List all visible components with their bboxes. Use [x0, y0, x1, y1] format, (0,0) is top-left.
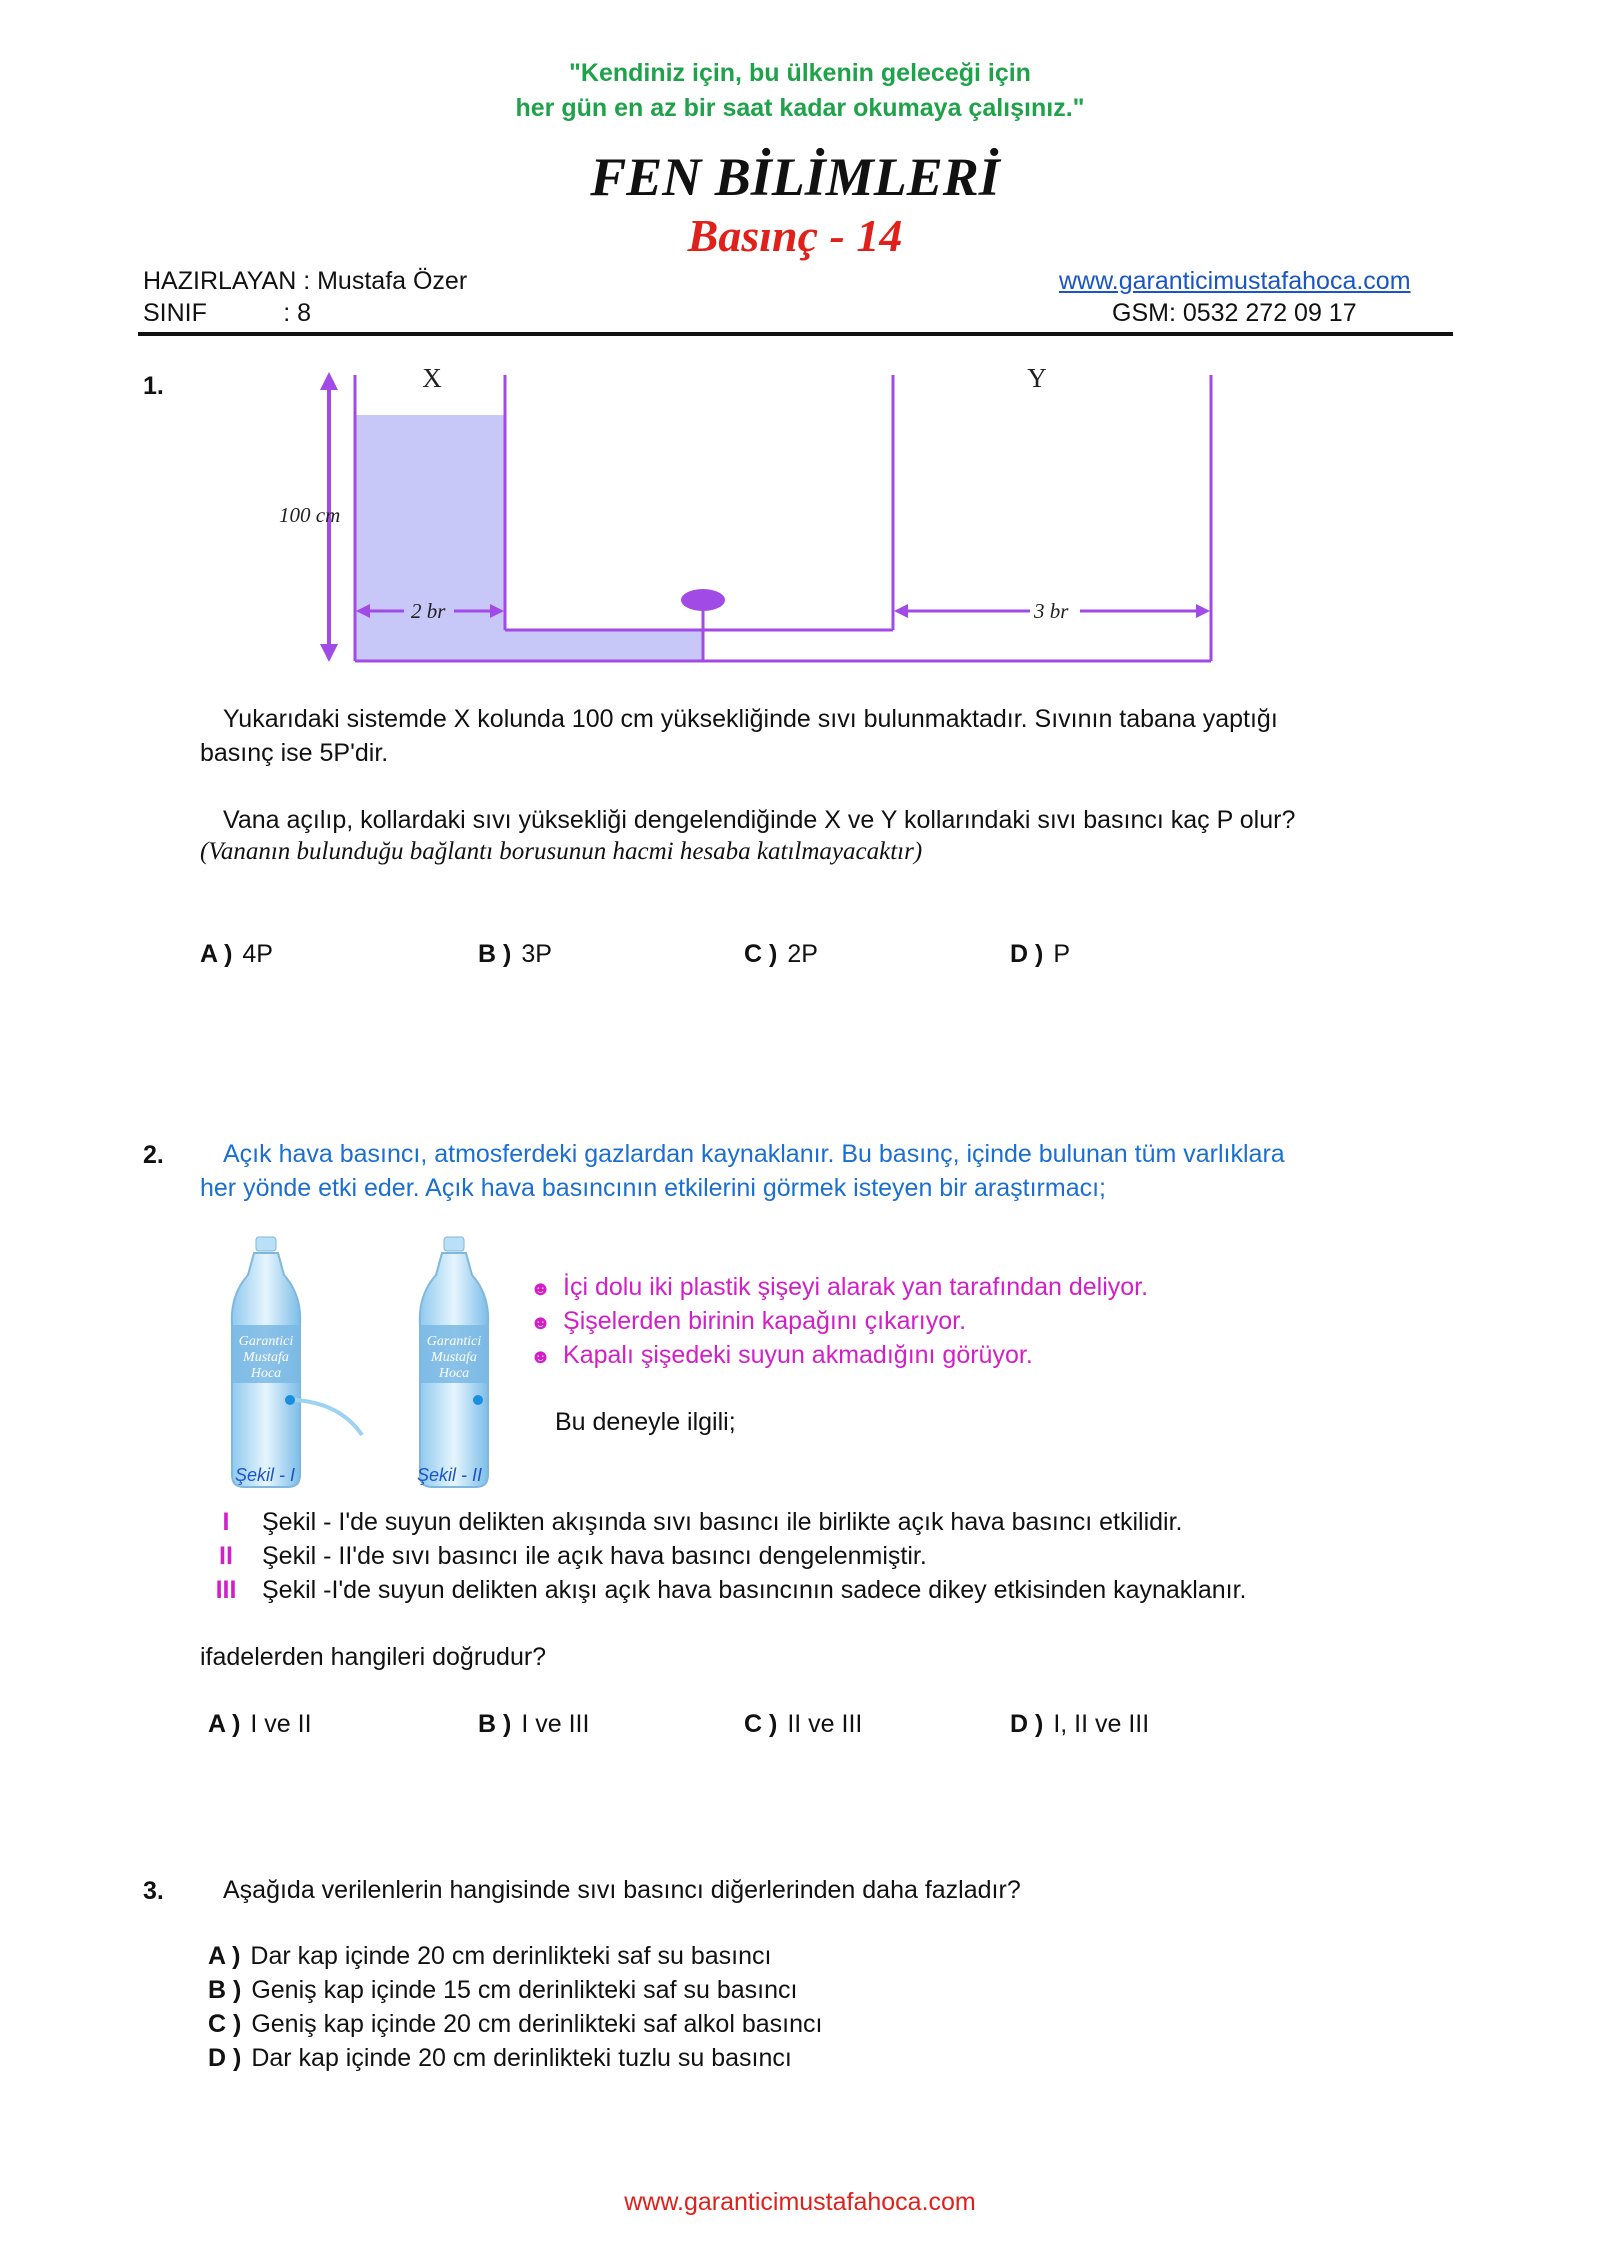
q3-option-c[interactable] [208, 2010, 822, 2039]
class-line: SINIF : 8 [143, 299, 312, 327]
option-text: I, II ve III [1053, 1710, 1150, 1738]
option-letter: D ) [1010, 940, 1044, 968]
q2-intro-a: Açık hava basıncı, atmosferdeki gazlardan kaynaklanır. Bu basınç, içinde bulunan tüm varlıklara [223, 1140, 1285, 1168]
q1-text-1b: basınç ise 5P'dir. [200, 739, 389, 767]
smiley-icon: ☻ [530, 1312, 552, 1334]
bottle-label-line: Hoca [438, 1366, 470, 1381]
bottle-label-line: Mustafa [243, 1350, 289, 1365]
q3-number: 3. [143, 1877, 164, 1905]
water-jet [295, 1400, 362, 1435]
roman-numeral: III [215, 1576, 237, 1604]
q2-option-c[interactable] [744, 1710, 862, 1739]
option-letter: A ) [208, 1710, 241, 1738]
bullet-text: Kapalı şişedeki suyun akmadığını görüyor. [563, 1341, 1033, 1369]
liquid-pipe [505, 630, 702, 661]
q3-option-a[interactable] [208, 1942, 771, 1971]
q1-option-d[interactable] [1010, 940, 1070, 969]
bottle-2 [420, 1237, 488, 1487]
option-text: 2P [787, 940, 818, 968]
bottles-figure [210, 1235, 530, 1495]
liquid-column-x [355, 415, 505, 661]
statement-row [206, 1573, 1247, 1607]
smiley-icon: ☻ [530, 1278, 552, 1300]
option-text: Dar kap içinde 20 cm derinlikteki tuzlu su basıncı [251, 2044, 792, 2072]
option-letter: C ) [208, 2010, 242, 2038]
option-text: P [1053, 940, 1071, 968]
option-letter: B ) [478, 1710, 512, 1738]
q3-text: Aşağıda verilenlerin hangisinde sıvı basıncı diğerlerinden daha fazladır? [223, 1876, 1021, 1904]
caption-sekil-2: Şekil - II [417, 1465, 483, 1485]
statement-text: Şekil -I'de suyun delikten akışı açık hava basıncının sadece dikey etkisinden kaynaklanır. [262, 1576, 1247, 1604]
q1-option-a[interactable] [200, 940, 273, 969]
footer-link[interactable]: www.garanticimustafahoca.com [624, 2188, 976, 2216]
q1-note: (Vananın bulunduğu bağlantı borusunun hacmi hesaba katılmayacaktır) [200, 838, 923, 865]
bullet-item [530, 1270, 1148, 1306]
bullet-text: İçi dolu iki plastik şişeyi alarak yan tarafından deliyor. [563, 1273, 1149, 1301]
bullet-item [530, 1338, 1033, 1374]
bottle-label-line: Hoca [250, 1366, 282, 1381]
option-text: Geniş kap içinde 15 cm derinlikteki saf su basıncı [251, 1976, 798, 2004]
option-text: II ve III [787, 1710, 863, 1738]
author-line: HAZIRLAYAN : Mustafa Özer [143, 267, 468, 295]
q1-text-2: Vana açılıp, kollardaki sıvı yüksekliği dengelendiğinde X ve Y kollarındaki sıvı basıncı kaç P olur? [223, 806, 1296, 834]
option-letter: D ) [1010, 1710, 1044, 1738]
q3-option-b[interactable] [208, 1976, 797, 2005]
phone-line: GSM: 0532 272 09 17 [1112, 299, 1357, 327]
statement-row [206, 1505, 1183, 1539]
statement-text: Şekil - II'de sıvı basıncı ile açık hava basıncı dengelenmiştir. [262, 1542, 927, 1570]
q2-question: ifadelerden hangileri doğrudur? [200, 1643, 547, 1671]
roman-numeral: II [219, 1542, 233, 1570]
bullet-text: Şişelerden birinin kapağını çıkarıyor. [563, 1307, 967, 1335]
option-letter: C ) [744, 1710, 778, 1738]
option-text: 3P [521, 940, 552, 968]
page-title: FEN BİLİMLERİ [590, 147, 1000, 207]
roman-numeral: I [222, 1508, 230, 1536]
label-x: X [422, 363, 442, 393]
q3-option-d[interactable] [208, 2044, 792, 2073]
option-text: Geniş kap içinde 20 cm derinlikteki saf alkol basıncı [251, 2010, 823, 2038]
q2-option-b[interactable] [478, 1710, 589, 1739]
option-letter: B ) [478, 940, 512, 968]
page-subtitle: Basınç - 14 [687, 210, 903, 261]
option-text: Dar kap içinde 20 cm derinlikteki saf su basıncı [250, 1942, 772, 1970]
statement-row [206, 1539, 927, 1573]
width-label-y: 3 br [1034, 599, 1069, 623]
option-letter: D ) [208, 2044, 242, 2072]
bottle-1 [232, 1237, 362, 1487]
q2-lead: Bu deneyle ilgili; [555, 1408, 736, 1436]
bottle-label-line: Mustafa [431, 1350, 477, 1365]
caption-sekil-1: Şekil - I [235, 1465, 296, 1485]
option-letter: A ) [200, 940, 233, 968]
bullet-item [530, 1304, 966, 1340]
q2-number: 2. [143, 1141, 164, 1169]
quote-line-2: her gün en az bir saat kadar okumaya çalışınız." [515, 94, 1085, 122]
website-link[interactable]: www.garanticimustafahoca.com [1059, 267, 1411, 295]
q1-option-c[interactable] [744, 940, 818, 969]
option-text: I ve III [521, 1710, 590, 1738]
q1-text-1a: Yukarıdaki sistemde X kolunda 100 cm yüksekliğinde sıvı bulunmaktadır. Sıvının tabana yaptığı [223, 705, 1278, 733]
height-label: 100 cm [279, 503, 341, 527]
option-letter: A ) [208, 1942, 241, 1970]
q2-intro-b: her yönde etki eder. Açık hava basıncının etkilerini görmek isteyen bir araştırmacı; [200, 1174, 1106, 1202]
bottle-label-line: Garantici [426, 1334, 482, 1349]
option-letter: C ) [744, 940, 778, 968]
smiley-icon: ☻ [530, 1346, 552, 1368]
option-letter: B ) [208, 1976, 242, 2004]
bottle-label-line: Garantici [238, 1334, 294, 1349]
statement-text: Şekil - I'de suyun delikten akışında sıvı basıncı ile birlikte açık hava basıncı etkilidir. [262, 1508, 1183, 1536]
q2-option-a[interactable] [208, 1710, 312, 1739]
label-y: Y [1027, 363, 1047, 393]
width-label-x: 2 br [411, 599, 446, 623]
option-text: 4P [242, 940, 273, 968]
option-text: I ve II [250, 1710, 312, 1738]
quote-line-1: "Kendiniz için, bu ülkenin geleceği için [569, 59, 1031, 87]
q1-option-b[interactable] [478, 940, 552, 969]
q2-option-d[interactable] [1010, 1710, 1149, 1739]
q1-diagram [0, 0, 1600, 700]
q1-number: 1. [143, 372, 164, 400]
